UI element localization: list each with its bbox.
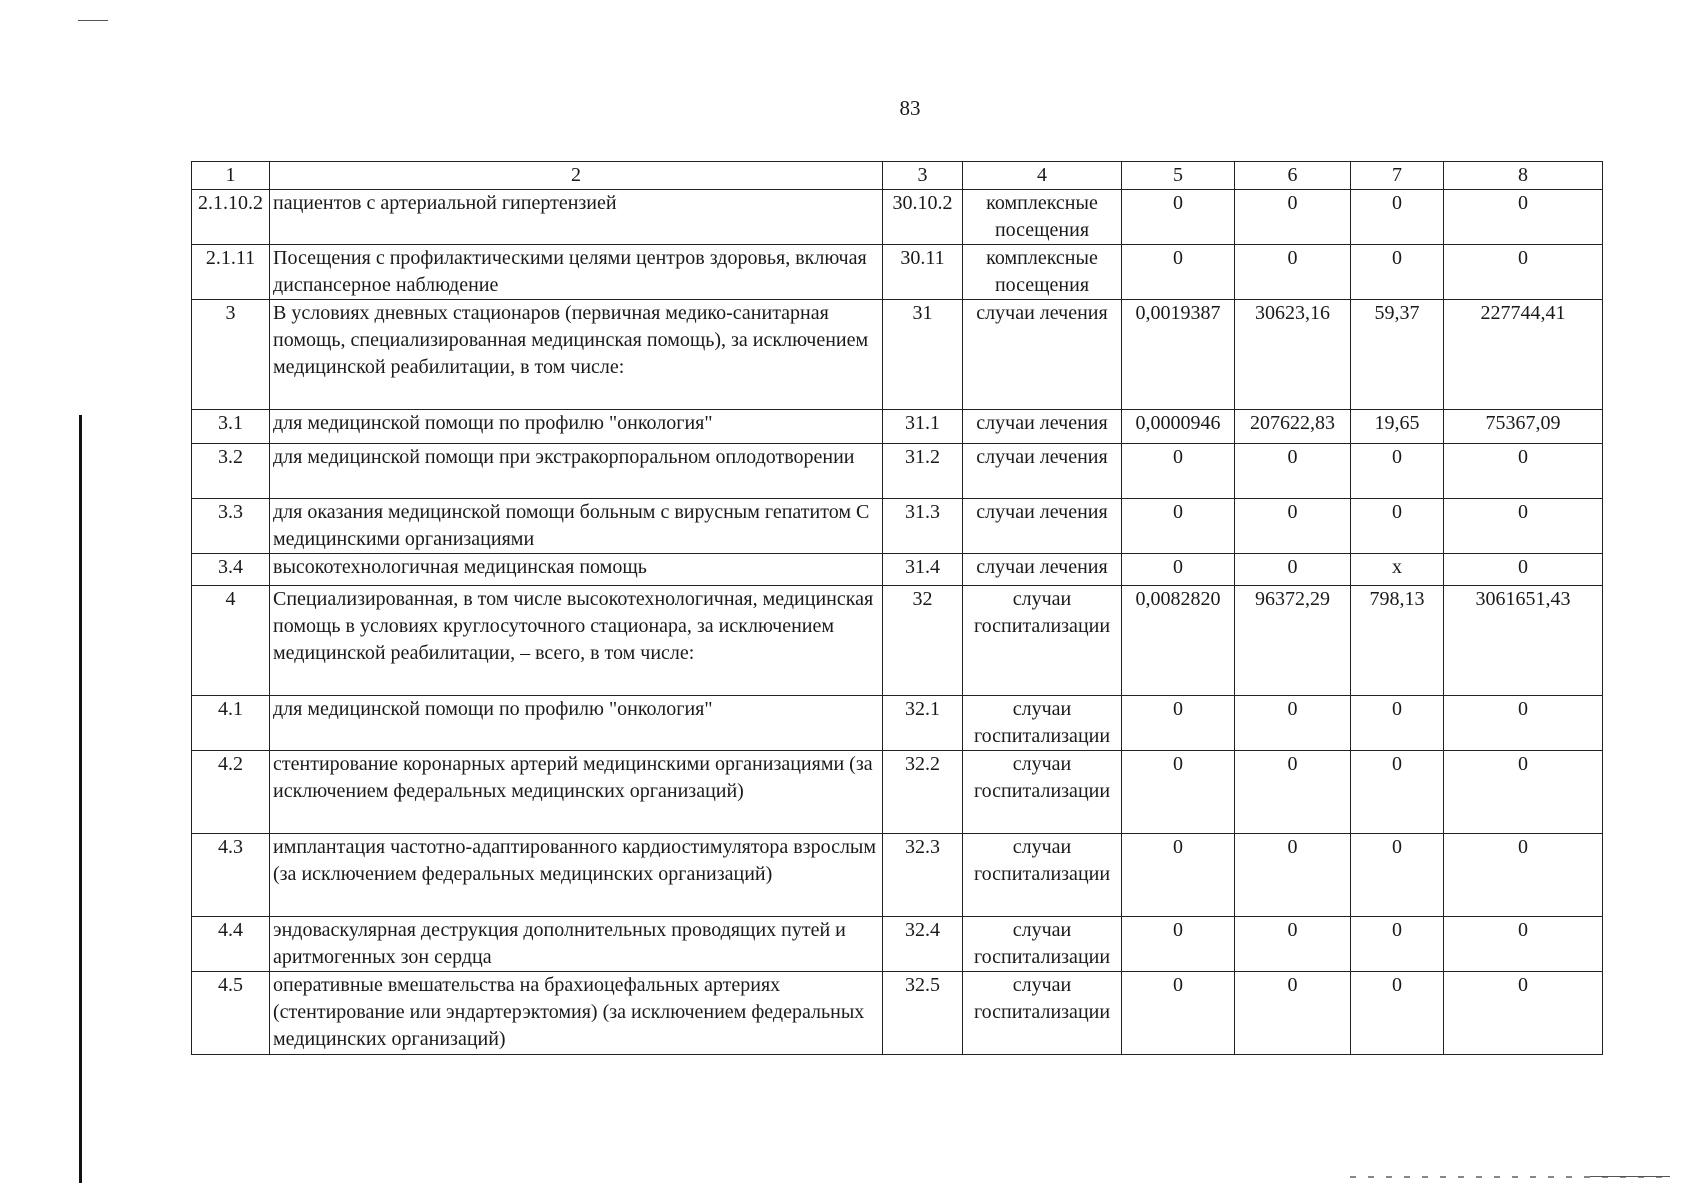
row-code-cell: 31	[883, 300, 963, 410]
row-unit-cell: случаи лечения	[963, 410, 1122, 444]
row-number-cell: 4	[192, 586, 270, 696]
value-cell-5: 0	[1122, 554, 1235, 586]
value-cell-6: 30623,16	[1235, 300, 1351, 410]
value-cell-5: 0	[1122, 972, 1235, 1055]
value-cell-5: 0	[1122, 751, 1235, 834]
value-cell-6: 0	[1235, 972, 1351, 1055]
value-cell-5: 0	[1122, 917, 1235, 972]
value-cell-6: 0	[1235, 696, 1351, 751]
row-code-cell: 31.4	[883, 554, 963, 586]
value-cell-6: 0	[1235, 245, 1351, 300]
row-unit-cell: случаи лечения	[963, 300, 1122, 410]
table-row	[192, 554, 1603, 586]
table-row	[192, 972, 1603, 1055]
column-header: 7	[1351, 162, 1444, 190]
row-unit-cell: случаи лечения	[963, 554, 1122, 586]
value-cell-5: 0	[1122, 499, 1235, 554]
row-name-cell: В условиях дневных стационаров (первичная медико-санитарная помощь, специализированная медицинская помощь), за исключением медицинской реабилитации, в том числе:	[270, 300, 883, 410]
row-unit-cell: случаи госпитализации	[963, 586, 1122, 696]
table-row	[192, 190, 1603, 245]
row-number-cell: 4.4	[192, 917, 270, 972]
scan-mark-bottom-line	[1590, 1176, 1670, 1177]
value-cell-8: 0	[1444, 499, 1603, 554]
row-code-cell: 32.4	[883, 917, 963, 972]
value-cell-8: 0	[1444, 917, 1603, 972]
value-cell-5: 0	[1122, 190, 1235, 245]
row-code-cell: 32.5	[883, 972, 963, 1055]
value-cell-5: 0	[1122, 245, 1235, 300]
row-name-cell: высокотехнологичная медицинская помощь	[270, 554, 883, 586]
column-header: 4	[963, 162, 1122, 190]
value-cell-7: 0	[1351, 245, 1444, 300]
value-cell-7: 19,65	[1351, 410, 1444, 444]
row-name-cell: для медицинской помощи по профилю "онкология"	[270, 696, 883, 751]
value-cell-8: 227744,41	[1444, 300, 1603, 410]
row-number-cell: 2.1.10.2	[192, 190, 270, 245]
data-table	[191, 161, 1603, 1055]
table-row	[192, 751, 1603, 834]
value-cell-8: 0	[1444, 245, 1603, 300]
row-name-cell: эндоваскулярная деструкция дополнительных проводящих путей и аритмогенных зон сердца	[270, 917, 883, 972]
value-cell-8: 0	[1444, 972, 1603, 1055]
value-cell-6: 0	[1235, 834, 1351, 917]
column-header: 8	[1444, 162, 1603, 190]
value-cell-6: 207622,83	[1235, 410, 1351, 444]
row-unit-cell: случаи госпитализации	[963, 972, 1122, 1055]
row-number-cell: 4.2	[192, 751, 270, 834]
value-cell-7: x	[1351, 554, 1444, 586]
row-number-cell: 4.1	[192, 696, 270, 751]
row-name-cell: Специализированная, в том числе высокотехнологичная, медицинская помощь в условиях круглосуточного стационара, за исключением медицинской реабилитации, – всего, в том числе:	[270, 586, 883, 696]
row-unit-cell: случаи лечения	[963, 499, 1122, 554]
value-cell-6: 0	[1235, 444, 1351, 499]
value-cell-5: 0	[1122, 834, 1235, 917]
value-cell-8: 0	[1444, 751, 1603, 834]
row-name-cell: имплантация частотно-адаптированного кардиостимулятора взрослым (за исключением федеральных медицинских организаций)	[270, 834, 883, 917]
value-cell-8: 75367,09	[1444, 410, 1603, 444]
row-name-cell: Посещения с профилактическими целями центров здоровья, включая диспансерное наблюдение	[270, 245, 883, 300]
value-cell-6: 0	[1235, 917, 1351, 972]
row-unit-cell: комплексные посещения	[963, 190, 1122, 245]
table-row	[192, 917, 1603, 972]
row-unit-cell: случаи госпитализации	[963, 751, 1122, 834]
value-cell-7: 0	[1351, 917, 1444, 972]
value-cell-8: 0	[1444, 444, 1603, 499]
row-name-cell: пациентов с артериальной гипертензией	[270, 190, 883, 245]
row-number-cell: 4.3	[192, 834, 270, 917]
row-code-cell: 30.11	[883, 245, 963, 300]
value-cell-8: 3061651,43	[1444, 586, 1603, 696]
value-cell-5: 0,0082820	[1122, 586, 1235, 696]
row-code-cell: 32.3	[883, 834, 963, 917]
column-header: 3	[883, 162, 963, 190]
row-unit-cell: случаи лечения	[963, 444, 1122, 499]
row-number-cell: 3.4	[192, 554, 270, 586]
column-header: 5	[1122, 162, 1235, 190]
column-header: 6	[1235, 162, 1351, 190]
table-row	[192, 245, 1603, 300]
row-name-cell: стентирование коронарных артерий медицинскими организациями (за исключением федеральных медицинских организаций)	[270, 751, 883, 834]
row-number-cell: 4.5	[192, 972, 270, 1055]
row-number-cell: 3.3	[192, 499, 270, 554]
row-number-cell: 2.1.11	[192, 245, 270, 300]
value-cell-5: 0,0000946	[1122, 410, 1235, 444]
row-name-cell: для медицинской помощи по профилю "онкология"	[270, 410, 883, 444]
value-cell-7: 0	[1351, 834, 1444, 917]
row-code-cell: 31.3	[883, 499, 963, 554]
value-cell-5: 0,0019387	[1122, 300, 1235, 410]
scan-mark-top	[78, 20, 108, 21]
value-cell-8: 0	[1444, 554, 1603, 586]
value-cell-7: 59,37	[1351, 300, 1444, 410]
row-unit-cell: случаи госпитализации	[963, 917, 1122, 972]
value-cell-6: 0	[1235, 190, 1351, 245]
row-code-cell: 31.1	[883, 410, 963, 444]
value-cell-5: 0	[1122, 696, 1235, 751]
row-number-cell: 3	[192, 300, 270, 410]
row-code-cell: 32.2	[883, 751, 963, 834]
value-cell-6: 0	[1235, 751, 1351, 834]
table-row	[192, 696, 1603, 751]
value-cell-7: 0	[1351, 499, 1444, 554]
table-row	[192, 499, 1603, 554]
value-cell-6: 96372,29	[1235, 586, 1351, 696]
table-header-row	[192, 162, 1603, 190]
row-code-cell: 31.2	[883, 444, 963, 499]
value-cell-6: 0	[1235, 499, 1351, 554]
table-row	[192, 300, 1603, 410]
row-name-cell: для медицинской помощи при экстракорпоральном оплодотворении	[270, 444, 883, 499]
row-name-cell: для оказания медицинской помощи больным с вирусным гепатитом С медицинскими организациями	[270, 499, 883, 554]
page-number: 83	[899, 96, 921, 120]
value-cell-7: 0	[1351, 190, 1444, 245]
value-cell-5: 0	[1122, 444, 1235, 499]
row-unit-cell: комплексные посещения	[963, 245, 1122, 300]
row-number-cell: 3.2	[192, 444, 270, 499]
scan-margin-line	[79, 415, 82, 1183]
value-cell-8: 0	[1444, 190, 1603, 245]
value-cell-7: 0	[1351, 444, 1444, 499]
table-row	[192, 586, 1603, 696]
column-header: 1	[192, 162, 270, 190]
value-cell-8: 0	[1444, 696, 1603, 751]
value-cell-7: 0	[1351, 696, 1444, 751]
value-cell-7: 798,13	[1351, 586, 1444, 696]
row-name-cell: оперативные вмешательства на брахиоцефальных артериях (стентирование или эндартерэктомия) (за исключением федеральных медицинских организаций)	[270, 972, 883, 1055]
value-cell-6: 0	[1235, 554, 1351, 586]
table-row	[192, 834, 1603, 917]
row-unit-cell: случаи госпитализации	[963, 696, 1122, 751]
value-cell-7: 0	[1351, 751, 1444, 834]
value-cell-8: 0	[1444, 834, 1603, 917]
row-code-cell: 32.1	[883, 696, 963, 751]
row-code-cell: 32	[883, 586, 963, 696]
table-row	[192, 410, 1603, 444]
table-row	[192, 444, 1603, 499]
row-number-cell: 3.1	[192, 410, 270, 444]
value-cell-7: 0	[1351, 972, 1444, 1055]
column-header: 2	[270, 162, 883, 190]
row-unit-cell: случаи госпитализации	[963, 834, 1122, 917]
row-code-cell: 30.10.2	[883, 190, 963, 245]
